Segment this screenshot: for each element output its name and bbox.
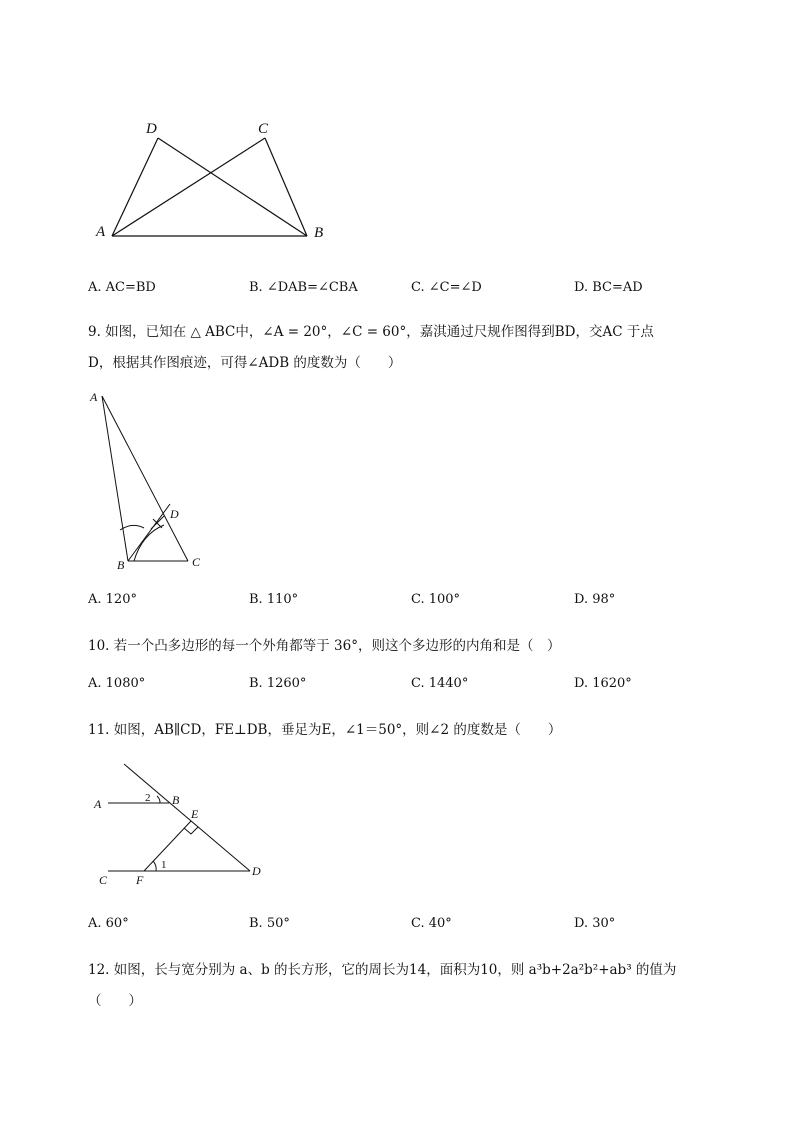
label-d: D [146, 121, 157, 137]
q9-option-c[interactable]: C. 100° [411, 592, 461, 607]
segment-cb [265, 138, 307, 236]
label-e: E [191, 807, 199, 821]
figure-parallel-lines-svg [90, 756, 280, 896]
figure-triangle-abc-construction [86, 388, 216, 578]
figure-parallel-lines [90, 756, 280, 896]
segment-db [158, 138, 307, 236]
q9-option-d[interactable]: D. 98° [574, 592, 616, 607]
label-b: B [172, 793, 180, 807]
q8-option-b[interactable]: B. ∠DAB=∠CBA [249, 280, 358, 295]
angle-2-arc [157, 796, 160, 803]
right-angle-mark [184, 827, 198, 834]
angle-2-label: 2 [145, 792, 151, 804]
q11-option-b[interactable]: B. 50° [249, 916, 290, 931]
label-a: A [96, 224, 106, 240]
angle-1-arc [153, 861, 156, 871]
q10-option-a[interactable]: A. 1080° [88, 676, 146, 691]
q9-stem-line1: 9. 如图，已知在 △ ABC中，∠A = 20°，∠C = 60°，嘉淇通过尺规作图得到BD，交AC 于点 [88, 324, 654, 340]
q10-stem: 10. 若一个凸多边形的每一个外角都等于 36°，则这个多边形的内角和是（ ） [88, 638, 561, 654]
q12-stem-line2: （ ） [88, 993, 142, 1009]
label-c: C [99, 873, 108, 887]
arc-construction-center [134, 525, 164, 561]
segment-bd-ray [128, 504, 170, 561]
q8-option-c[interactable]: C. ∠C=∠D [411, 280, 482, 295]
arc-construction-left [120, 525, 144, 530]
q8-option-d[interactable]: D. BC=AD [574, 280, 643, 295]
q12-stem-line1: 12. 如图，长与宽分别为 a、b 的长方形，它的周长为14，面积为10，则 a³b+2a²b²+ab³ 的值为 [88, 962, 677, 978]
label-b: B [117, 558, 125, 572]
q9-option-a[interactable]: A. 120° [88, 592, 137, 607]
q10-option-d[interactable]: D. 1620° [574, 676, 632, 691]
label-c: C [192, 555, 201, 569]
q9-option-b[interactable]: B. 110° [249, 592, 299, 607]
q9-options [88, 592, 728, 610]
q11-options [88, 916, 728, 934]
label-d: D [170, 507, 179, 521]
figure-triangle-svg [86, 388, 216, 578]
q11-stem: 11. 如图，AB∥CD，FE⊥DB，垂足为E，∠1＝50°，则∠2 的度数是（ ） [88, 722, 562, 738]
label-a: A [90, 390, 98, 404]
label-c: C [258, 121, 269, 137]
q10-options [88, 676, 728, 694]
q11-option-d[interactable]: D. 30° [574, 916, 616, 931]
figure-quadrilateral-svg [94, 116, 334, 246]
q8-options [88, 280, 728, 298]
q9-stem-line2: D，根据其作图痕迹，可得∠ADB 的度数为（ ） [88, 355, 402, 371]
q10-option-b[interactable]: B. 1260° [249, 676, 307, 691]
q11-option-c[interactable]: C. 40° [411, 916, 452, 931]
line-bd-transversal [124, 764, 250, 871]
label-f: F [136, 873, 144, 887]
q11-option-a[interactable]: A. 60° [88, 916, 129, 931]
q8-option-a[interactable]: A. AC=BD [88, 280, 156, 295]
label-b: B [314, 225, 324, 241]
figure-quadrilateral-abcd [94, 116, 334, 246]
arc-tick-1 [151, 516, 164, 529]
q10-option-c[interactable]: C. 1440° [411, 676, 469, 691]
angle-1-label: 1 [161, 859, 167, 871]
label-d: D [252, 864, 261, 878]
label-a: A [94, 797, 102, 811]
